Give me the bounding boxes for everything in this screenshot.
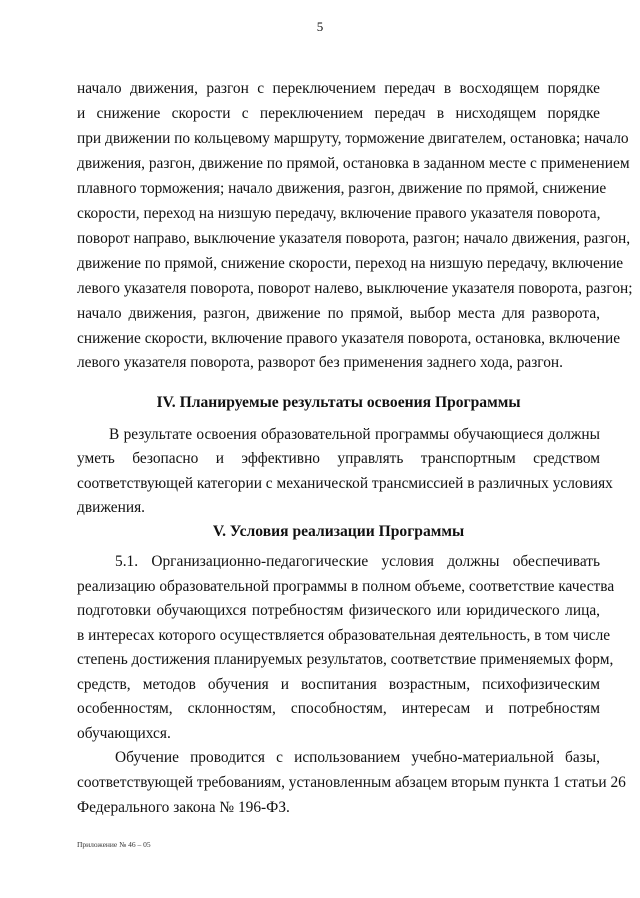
text-line: обучающихся. <box>77 725 171 742</box>
text-line: при движении по кольцевому маршруту, торможение двигателем, остановка; начало <box>77 130 629 147</box>
text-line: движение по прямой, снижение скорости, переход на низшую передачу, включение <box>77 255 624 272</box>
text-line: средств, методов обучения и воспитания возрастным, психофизическим <box>77 676 600 693</box>
page-number: 5 <box>316 19 324 34</box>
text-line: реализацию образовательной программы в полном объеме, соответствие качества <box>77 578 615 595</box>
text-line: уметь безопасно и эффективно управлять транспортным средством <box>77 450 600 467</box>
text-line: движения, разгон, движение по прямой, остановка в заданном месте с применением <box>77 155 630 172</box>
text-line: левого указателя поворота, поворот налево, выключение указателя поворота, разгон; <box>77 280 633 297</box>
text-line: в интересах которого осуществляется образовательная деятельность, в том числе <box>77 627 611 644</box>
section-5-title: V. Условия реализации Программы <box>212 523 465 540</box>
text-line: степень достижения планируемых результатов, соответствие применяемых форм, <box>77 651 614 668</box>
text-line: левого указателя поворота, разворот без применения заднего хода, разгон. <box>77 354 564 371</box>
text-line: начало движения, разгон с переключением передач в восходящем порядке <box>77 80 600 97</box>
text-line: Обучение проводится с использованием учебно-материальной базы, <box>115 749 600 766</box>
text-line: 5.1. Организационно-педагогические условия должны обеспечивать <box>115 553 600 570</box>
text-line: движения. <box>77 499 145 516</box>
text-line: снижение скорости, включение правого указателя поворота, остановка, включение <box>77 330 621 347</box>
text-line: скорости, переход на низшую передачу, включение правого указателя поворота, <box>77 205 601 222</box>
text-line: особенностям, склонностям, способностям, интересам и потребностям <box>77 700 600 717</box>
text-line: В результате освоения образовательной программы обучающиеся должны <box>109 426 600 443</box>
text-line: поворот направо, выключение указателя поворота, разгон; начало движения, разгон, <box>77 230 631 247</box>
text-line: подготовки обучающихся потребностям физического или юридического лица, <box>77 602 600 619</box>
section-4-title: IV. Планируемые результаты освоения Программы <box>156 394 521 411</box>
text-line: начало движения, разгон, движение по прямой, выбор места для разворота, <box>77 305 600 322</box>
text-line: соответствующей категории с механической трансмиссией в различных условиях <box>77 475 613 492</box>
text-line: плавного торможения; начало движения, разгон, движение по прямой, снижение <box>77 180 607 197</box>
footer-annex-label: Приложение № 46 – 05 <box>77 840 151 849</box>
text-line: Федерального закона № 196-ФЗ. <box>77 799 290 816</box>
text-line: соответствующей требованиям, установленным абзацем вторым пункта 1 статьи 26 <box>77 774 626 791</box>
text-line: и снижение скорости с переключением передач в нисходящем порядке <box>77 105 600 122</box>
